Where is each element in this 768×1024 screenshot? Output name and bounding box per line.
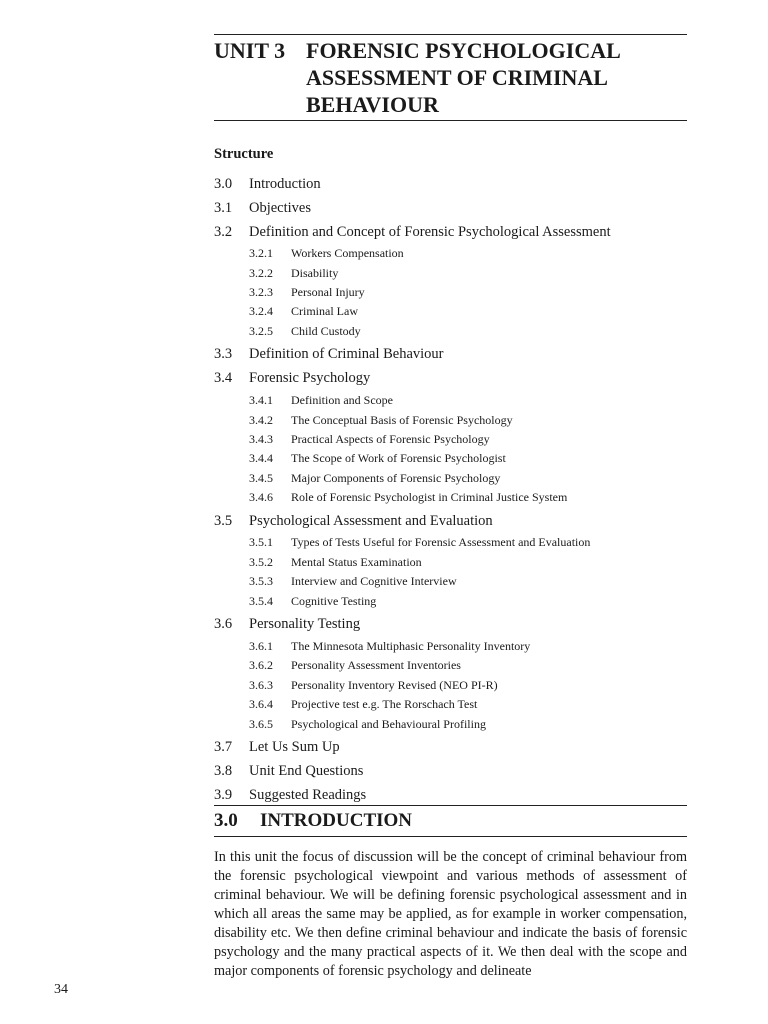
toc-subitem-label: Role of Forensic Psychologist in Criminal Justice System — [291, 490, 568, 505]
section-title — [214, 806, 687, 836]
section-heading — [214, 805, 687, 837]
toc-item-label: Definition and Concept of Forensic Psychological Assessment — [249, 223, 611, 240]
toc-subitem-number: 3.4.5 — [249, 470, 273, 485]
unit-number: UNIT 3 — [214, 38, 286, 63]
toc-subitem — [214, 656, 687, 675]
toc-item — [214, 736, 687, 760]
toc-subitem-label: Definition and Scope — [291, 393, 393, 408]
toc-item-label: Personality Testing — [249, 616, 361, 633]
toc-subitem-number: 3.2.2 — [249, 265, 273, 280]
toc-item-label: Suggested Readings — [249, 787, 367, 804]
toc-item-number: 3.0 — [214, 175, 233, 192]
toc-subitem-label: Workers Compensation — [291, 246, 404, 261]
toc-item-label: Objectives — [249, 199, 312, 216]
toc-subitem — [214, 469, 687, 488]
intro-paragraph: In this unit the focus of discussion will be the concept of criminal behaviour from the forensic psychological viewpoint and various methods of assessment of criminal behaviour. We will be defining forensic psychological assessment and in which all areas the same may be applied, as for example in worker compensation, disability etc. We then define criminal behaviour and indicate the basis of forensic psychology and the many practical aspects of it. We then deal with the scope and major components of forensic psychology and delineate — [214, 849, 687, 979]
toc-subitem — [214, 322, 687, 341]
toc-item-number: 3.4 — [214, 370, 233, 387]
toc-item-number: 3.1 — [214, 199, 233, 216]
toc-item-label: Unit End Questions — [249, 763, 364, 780]
toc-item-number: 3.2 — [214, 223, 233, 240]
toc-item-number: 3.6 — [214, 616, 233, 633]
toc-subitem — [214, 533, 687, 552]
toc-subitem — [214, 637, 687, 656]
toc-subitem-label: Psychological and Behavioural Profiling — [291, 716, 486, 731]
toc-item-label: Forensic Psychology — [249, 370, 371, 387]
toc-subitem-label: Major Components of Forensic Psychology — [291, 470, 501, 485]
toc-sublist — [214, 637, 687, 734]
toc-item-number: 3.5 — [214, 512, 233, 529]
toc-subitem-label: Projective test e.g. The Rorschach Test — [291, 697, 478, 712]
toc-item-label: Psychological Assessment and Evaluation — [249, 512, 493, 529]
toc-subitem-label: Disability — [291, 265, 339, 280]
unit-title — [214, 35, 687, 118]
toc-item — [214, 367, 687, 391]
toc-subitem-number: 3.2.3 — [249, 284, 273, 299]
toc-subitem-label: The Scope of Work of Forensic Psychologist — [291, 451, 506, 466]
header-bottom-rule — [214, 120, 687, 121]
toc-subitem-label: Personal Injury — [291, 284, 365, 299]
unit-title-line: BEHAVIOUR — [306, 92, 439, 117]
toc-item-number: 3.8 — [214, 763, 233, 780]
toc-subitem-label: Types of Tests Useful for Forensic Assessment and Evaluation — [291, 535, 591, 550]
toc-subitem-label: Criminal Law — [291, 304, 358, 319]
toc-subitem-number: 3.5.4 — [249, 593, 273, 608]
section-title-text: INTRODUCTION — [260, 810, 413, 831]
toc-item-number: 3.7 — [214, 739, 233, 756]
toc-subitem-number: 3.2.4 — [249, 304, 273, 319]
toc-subitem-label: Cognitive Testing — [291, 593, 377, 608]
toc-subitem-number: 3.4.4 — [249, 451, 273, 466]
toc-subitem-label: The Conceptual Basis of Forensic Psychology — [291, 412, 513, 427]
toc-subitem — [214, 591, 687, 610]
toc-item-label: Let Us Sum Up — [249, 739, 340, 756]
toc-subitem-number: 3.5.2 — [249, 554, 273, 569]
toc-item-label: Definition of Criminal Behaviour — [249, 346, 444, 363]
toc-subitem — [214, 676, 687, 695]
toc-subitem — [214, 302, 687, 321]
toc-subitem-number: 3.6.4 — [249, 697, 273, 712]
toc-item — [214, 760, 687, 784]
toc-subitem-number: 3.4.6 — [249, 490, 273, 505]
toc-subitem — [214, 714, 687, 733]
toc-item — [214, 196, 687, 220]
section-bottom-rule — [214, 836, 687, 837]
toc-subitem-number: 3.6.2 — [249, 658, 273, 673]
toc-item-number: 3.9 — [214, 787, 233, 804]
toc-subitem — [214, 430, 687, 449]
toc-subitem — [214, 244, 687, 263]
section-number: 3.0 — [214, 810, 238, 831]
toc-item — [214, 172, 687, 196]
toc-subitem-number: 3.2.1 — [249, 246, 273, 261]
toc-subitem — [214, 391, 687, 410]
toc-subitem-number: 3.6.1 — [249, 639, 273, 654]
toc-subitem-number: 3.4.3 — [249, 431, 273, 446]
toc-subitem-label: Mental Status Examination — [291, 554, 422, 569]
toc-sublist — [214, 391, 687, 507]
toc-sublist — [214, 244, 687, 341]
toc-subitem — [214, 488, 687, 507]
toc-item — [214, 220, 687, 244]
toc-subitem — [214, 283, 687, 302]
toc-subitem-number: 3.2.5 — [249, 323, 273, 338]
toc-subitem — [214, 572, 687, 591]
table-of-contents — [214, 172, 687, 808]
toc-subitem-label: The Minnesota Multiphasic Personality Inventory — [291, 639, 531, 654]
page-number: 34 — [54, 982, 68, 997]
toc-subitem-label: Practical Aspects of Forensic Psychology — [291, 431, 490, 446]
toc-subitem — [214, 449, 687, 468]
toc-subitem-number: 3.6.3 — [249, 677, 273, 692]
toc-item-number: 3.3 — [214, 346, 233, 363]
toc-subitem-label: Personality Inventory Revised (NEO PI-R) — [291, 677, 498, 692]
toc-subitem — [214, 263, 687, 282]
toc-subitem — [214, 695, 687, 714]
toc-item — [214, 343, 687, 367]
toc-subitem-number: 3.4.1 — [249, 393, 273, 408]
toc-item-label: Introduction — [249, 175, 321, 192]
toc-subitem-label: Personality Assessment Inventories — [291, 658, 461, 673]
toc-item — [214, 613, 687, 637]
unit-header — [214, 34, 687, 121]
toc-subitem-number: 3.4.2 — [249, 412, 273, 427]
toc-subitem-label: Child Custody — [291, 323, 361, 338]
toc-subitem — [214, 410, 687, 429]
toc-subitem-label: Interview and Cognitive Interview — [291, 574, 457, 589]
toc-sublist — [214, 533, 687, 611]
toc-subitem-number: 3.6.5 — [249, 716, 273, 731]
unit-title-line: ASSESSMENT OF CRIMINAL — [306, 65, 608, 90]
toc-subitem — [214, 553, 687, 572]
unit-title-line: FORENSIC PSYCHOLOGICAL — [306, 38, 621, 63]
unit-title-text — [306, 37, 687, 118]
toc-subitem-number: 3.5.1 — [249, 535, 273, 550]
toc-subitem-number: 3.5.3 — [249, 574, 273, 589]
structure-heading: Structure — [214, 146, 274, 162]
toc-item — [214, 509, 687, 533]
